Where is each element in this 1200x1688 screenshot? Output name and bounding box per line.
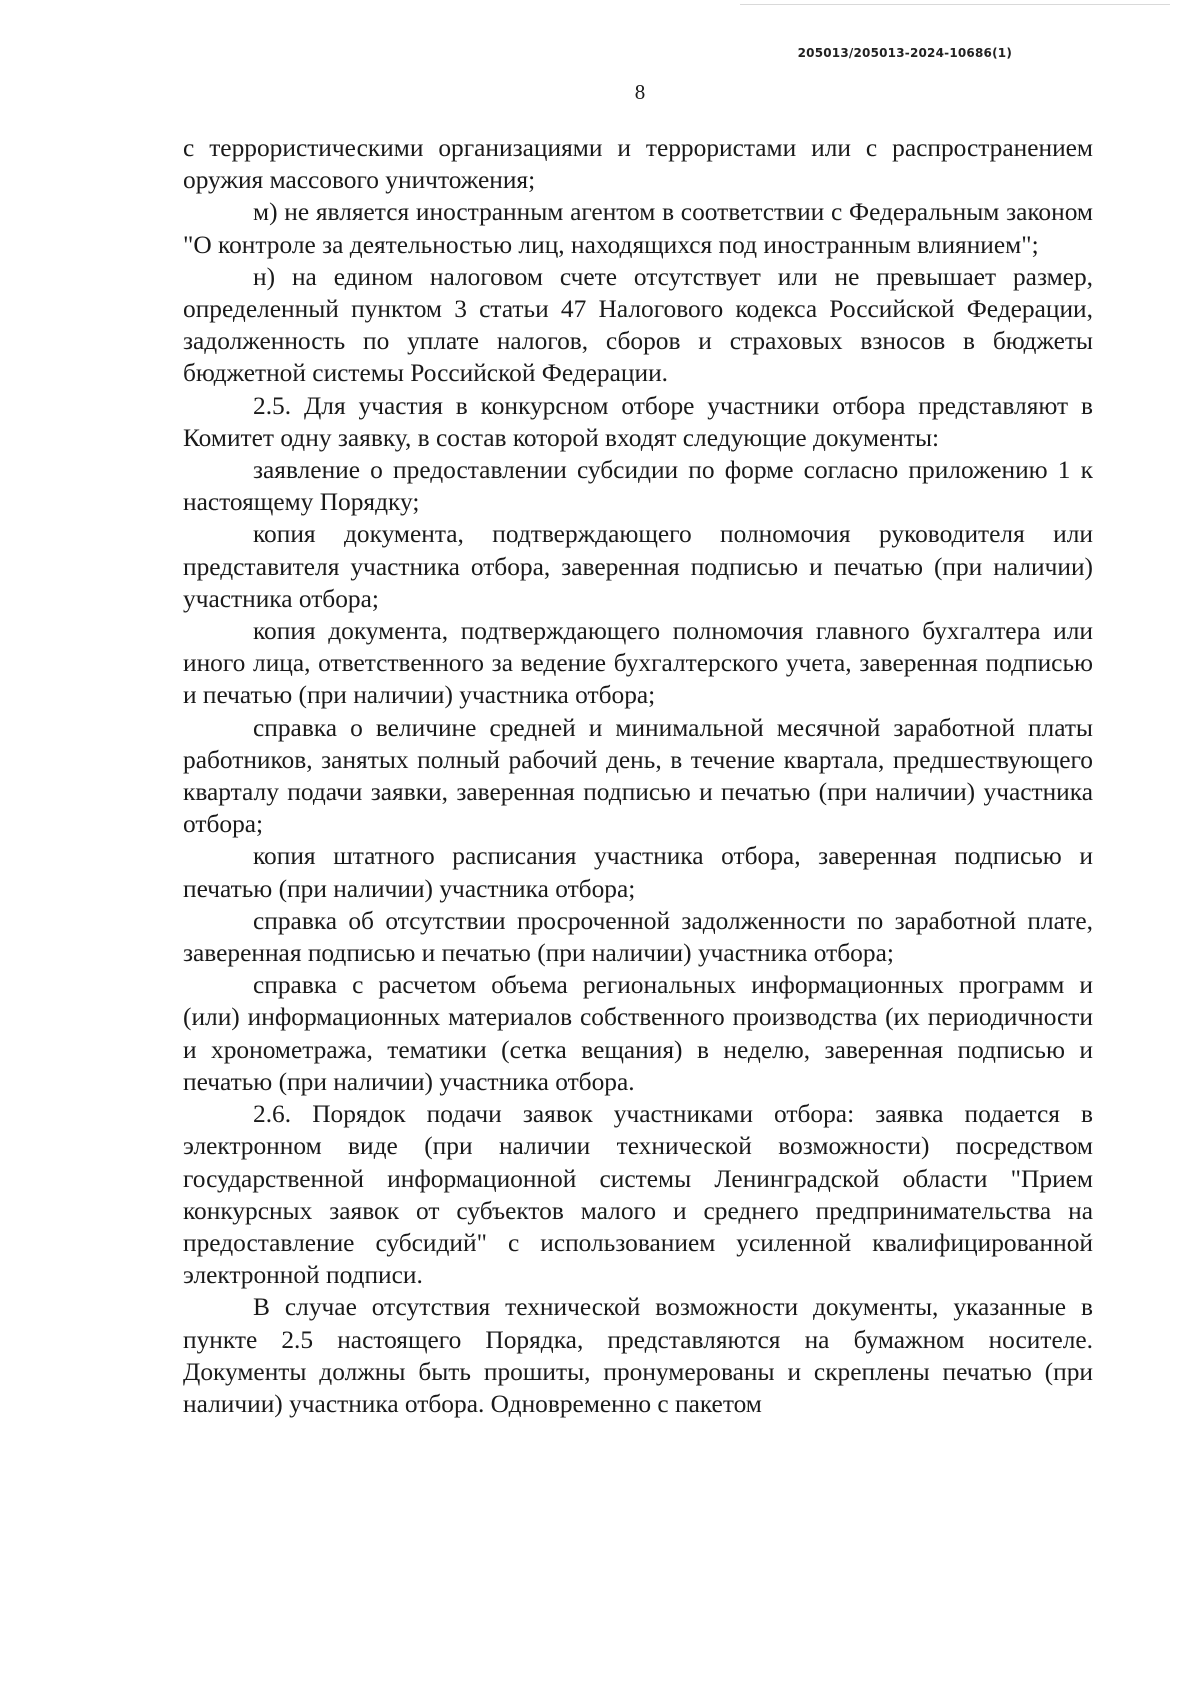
paragraph-staff-schedule-copy: копия штатного расписания участника отбора, заверенная подписью и печатью (при наличии) участника отбора; xyxy=(183,842,1093,903)
paragraph-item-n: н) на едином налоговом счете отсутствует или не превышает размер, определенный пунктом 3 статьи 47 Налогового кодекса Российской Федерации, задолженность по уплате налогов, сборов и страховых взносов в бюджеты бюджетной системы Российской Федерации. xyxy=(183,262,1093,388)
paragraph-salary-certificate: справка о величине средней и минимальной месячной заработной платы работников, занятых полный рабочий день, в течение квартала, предшествующего кварталу подачи заявки, заверенная подписью и печатью (при наличии) участника отбора; xyxy=(183,713,1093,839)
document-registration-code: 205013/205013-2024-10686(1) xyxy=(797,46,1012,60)
paragraph-application-form: заявление о предоставлении субсидии по форме согласно приложению 1 к настоящему Порядку; xyxy=(183,456,1093,517)
paragraph-paper-submission: В случае отсутствия технической возможности документы, указанные в пункте 2.5 настоящего Порядка, представляются на бумажном носителе. Документы должны быть прошиты, пронумерованы и скреплены печатью (при наличии) участника отбора. Одновременно с пакетом xyxy=(183,1293,1093,1418)
page-number: 8 xyxy=(634,80,646,104)
paragraph-terrorism-continuation: с террористическими организациями и террористами или с распространением оружия массового уничтожения; xyxy=(183,134,1093,195)
paragraph-no-wage-debt-certificate: справка об отсутствии просроченной задолженности по заработной плате, заверенная подписью и печатью (при наличии) участника отбора; xyxy=(183,906,1093,968)
paragraph-item-m: м) не является иностранным агентом в соответствии с Федеральным законом "О контроле за деятельностью лиц, находящихся под иностранным влиянием"; xyxy=(183,198,1093,259)
paragraph-programs-volume-certificate: справка с расчетом объема региональных информационных программ и (или) информационных материалов собственного производства (их периодичности и хронометража, тематики (сетка вещания) в неделю, заверенная подписью и печатью (при наличии) участника отбора. xyxy=(183,971,1093,1096)
paragraph-section-2-6: 2.6. Порядок подачи заявок участниками отбора: заявка подается в электронном виде (при наличии технической возможности) посредством государственной информационной системы Ленинградской области "Прием конкурсных заявок от субъектов малого и среднего предпринимательства на предоставление субсидий" с использованием усиленной квалифицированной электронной подписи. xyxy=(183,1100,1093,1290)
scan-edge-line xyxy=(740,4,1170,5)
document-body xyxy=(183,132,1093,1420)
paragraph-accountant-authority-copy: копия документа, подтверждающего полномочия главного бухгалтера или иного лица, ответственного за ведение бухгалтерского учета, заверенная подписью и печатью (при наличии) участника отбора; xyxy=(183,617,1093,710)
paragraph-section-2-5: 2.5. Для участия в конкурсном отборе участники отбора представляют в Комитет одну заявку, в состав которой входят следующие документы: xyxy=(183,391,1093,452)
paragraph-manager-authority-copy: копия документа, подтверждающего полномочия руководителя или представителя участника отбора, заверенная подписью и печатью (при наличии) участника отбора; xyxy=(183,520,1093,613)
